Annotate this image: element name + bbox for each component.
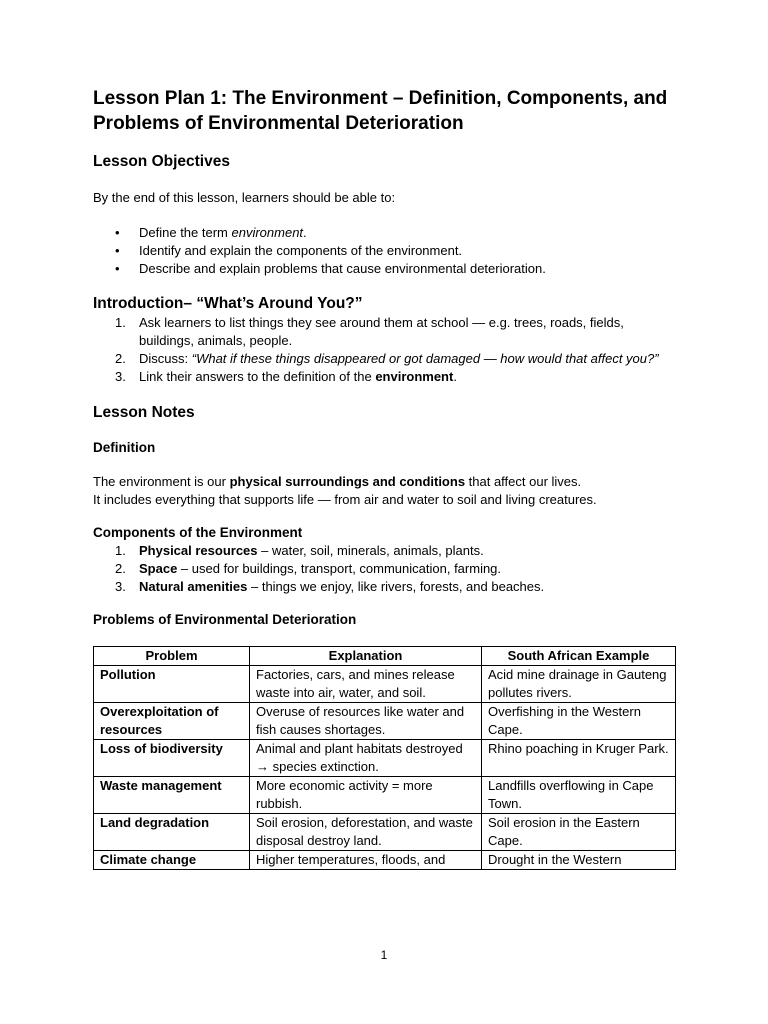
table-row [94,814,676,851]
list-item-bold: environment [375,369,454,384]
explanation-cell: Higher temperatures, floods, and [250,851,482,870]
list-item-text: . [303,225,307,240]
lesson-notes-heading: Lesson Notes [93,404,195,421]
explanation-cell: Animal and plant habitats destroyed → species extinction. [250,740,482,777]
list-item [93,542,677,560]
list-item-text: Describe and explain problems that cause environmental deterioration. [139,261,546,276]
page-number: 1 [380,948,388,962]
explanation-cell: Soil erosion, deforestation, and waste disposal destroy land. [250,814,482,851]
column-header: South African Example [482,647,676,666]
table-row [94,740,676,777]
column-header: Problem [94,647,250,666]
list-item-text: Ask learners to list things they see around them at school — e.g. trees, roads, fields, buildings, animals, people. [139,315,624,348]
definition-text [93,473,677,509]
definition-heading: Definition [93,440,156,455]
problem-cell: Loss of biodiversity [94,740,250,777]
list-number: 2. [115,561,126,576]
list-number: 1. [115,315,126,330]
table-row [94,851,676,870]
table-row [94,703,676,740]
problem-cell: Climate change [94,851,250,870]
bullet-glyph: • [115,261,120,276]
list-item-bold: Natural amenities [139,579,248,594]
list-item [93,224,677,242]
list-item-text: – water, soil, minerals, animals, plants. [257,543,484,558]
example-cell: Soil erosion in the Eastern Cape. [482,814,676,851]
example-cell: Overfishing in the Western Cape. [482,703,676,740]
list-item-text: Discuss: [139,351,192,366]
definition-line: It includes everything that supports life — from air and water to soil and living creatures. [93,492,597,507]
list-item-text: – things we enjoy, like rivers, forests, and beaches. [247,579,545,594]
bullet-glyph: • [115,243,120,258]
page-content [93,86,677,870]
list-item [93,368,677,386]
list-number: 2. [115,351,126,366]
definition-text-part: The environment is our [93,474,230,489]
components-list [93,542,677,596]
list-item [93,350,677,368]
table-row [94,777,676,814]
explanation-cell: More economic activity = more rubbish. [250,777,482,814]
example-cell: Rhino poaching in Kruger Park. [482,740,676,777]
list-item-italic: environment [231,225,304,240]
list-item-bold: Space [139,561,178,576]
list-item [93,578,677,596]
definition-text-part: that affect our lives. [465,474,582,489]
list-item-text: Define the term [139,225,232,240]
bullet-glyph: • [115,225,120,240]
explanation-cell: Factories, cars, and mines release waste into air, water, and soil. [250,666,482,703]
example-cell: Landfills overflowing in Cape Town. [482,777,676,814]
list-item-text: Identify and explain the components of the environment. [139,243,463,258]
problems-heading: Problems of Environmental Deterioration [93,612,357,627]
list-item-text: . [453,369,457,384]
definition-line [93,473,677,491]
list-number: 3. [115,579,126,594]
list-item-italic: “What if these things disappeared or got damaged — how would that affect you?” [191,351,659,366]
list-item [93,260,677,278]
definition-bold: physical surroundings and conditions [229,474,466,489]
introduction-heading: Introduction– “What’s Around You?” [93,295,363,312]
problem-cell: Pollution [94,666,250,703]
list-item-text: Link their answers to the definition of the [139,369,376,384]
explanation-cell: Overuse of resources like water and fish causes shortages. [250,703,482,740]
problem-cell: Land degradation [94,814,250,851]
list-number: 1. [115,543,126,558]
table-row [94,666,676,703]
list-item [93,242,677,260]
problems-table [93,646,676,870]
table-header-row [94,647,676,666]
problem-cell: Overexploitation of resources [94,703,250,740]
problem-cell: Waste management [94,777,250,814]
list-item [93,314,677,350]
column-header: Explanation [250,647,482,666]
example-cell: Drought in the Western [482,851,676,870]
introduction-list [93,314,677,386]
objectives-intro: By the end of this lesson, learners should be able to: [93,190,396,205]
list-item-bold: Physical resources [139,543,258,558]
page-title: Lesson Plan 1: The Environment – Definition, Components, and Problems of Environmental Deterioration [93,88,668,134]
list-item-text: – used for buildings, transport, communication, farming. [177,561,502,576]
example-cell: Acid mine drainage in Gauteng pollutes rivers. [482,666,676,703]
objectives-heading: Lesson Objectives [93,153,230,170]
list-number: 3. [115,369,126,384]
components-heading: Components of the Environment [93,525,303,540]
objectives-list [93,224,677,278]
list-item [93,560,677,578]
